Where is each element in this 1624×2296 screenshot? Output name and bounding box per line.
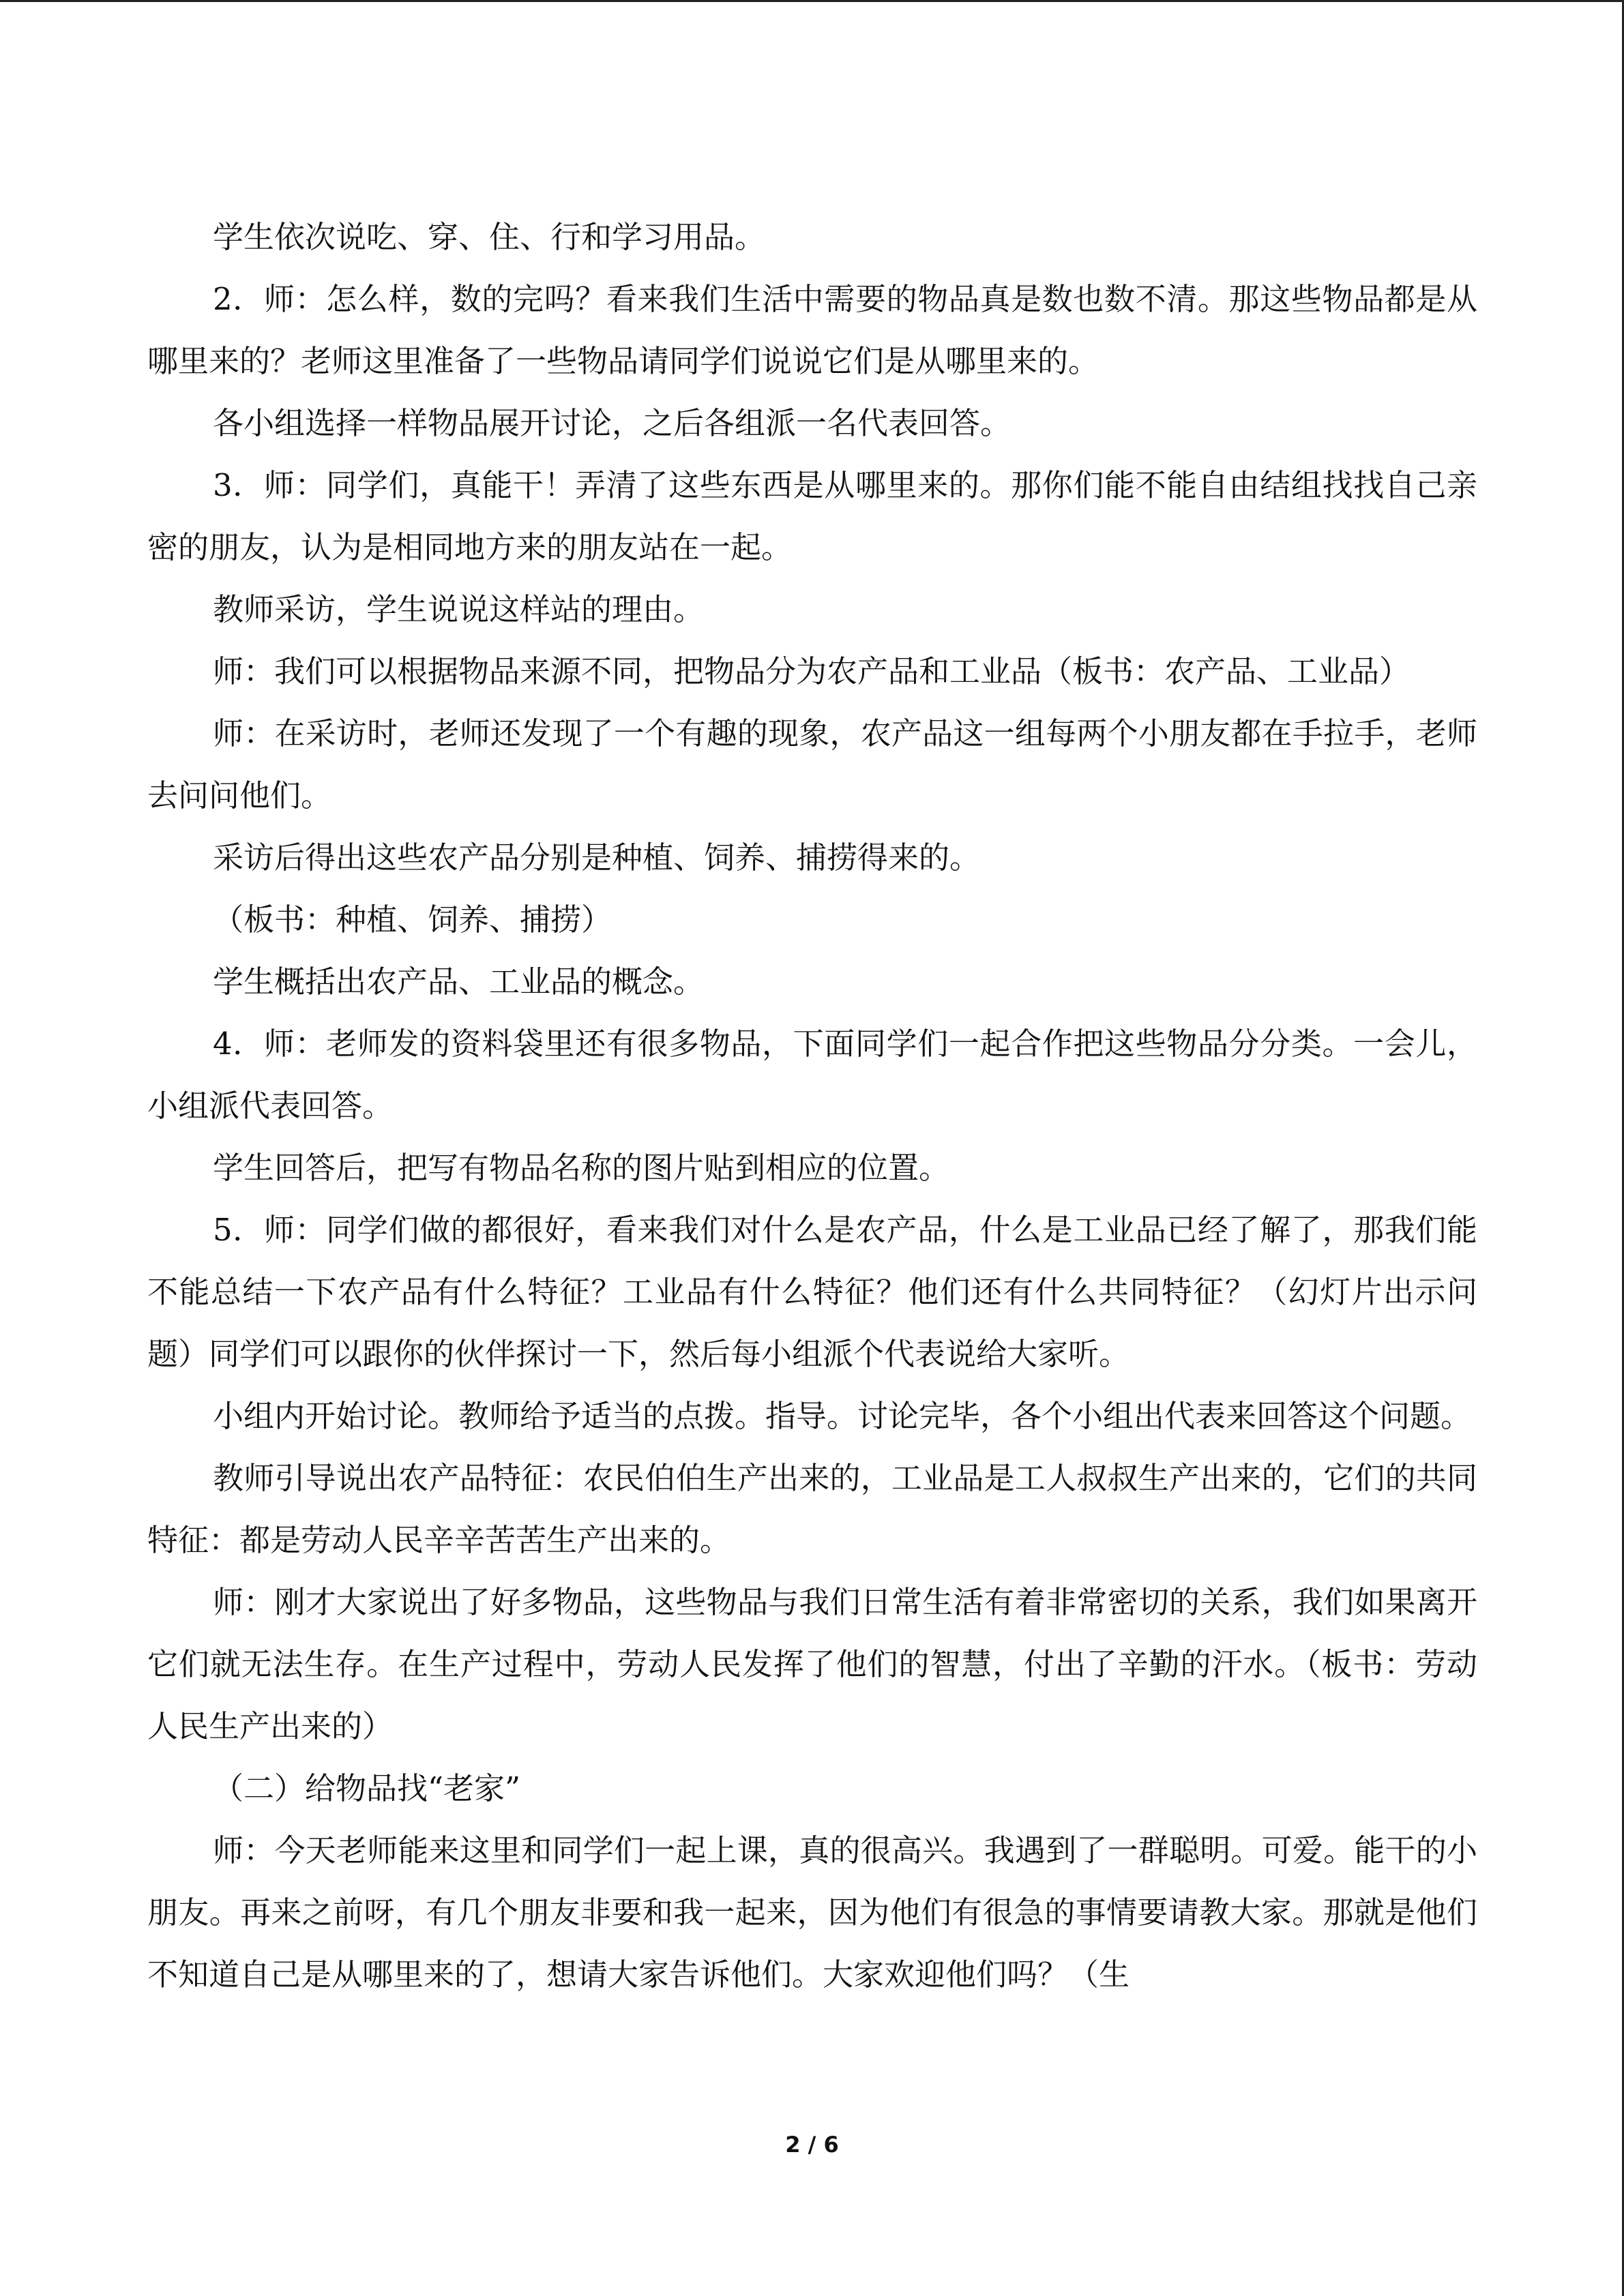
paragraph-10: 学生概括出农产品、工业品的概念。 — [213, 964, 705, 1000]
paragraph-12: 学生回答后，把写有物品名称的图片贴到相应的位置。 — [213, 1150, 950, 1186]
paragraph-2: 2．师：怎么样，数的完吗？看来我们生活中需要的物品真是数也数不清。那这些物品都是从哪里来的？老师这里准备了一些物品请同学们说说它们是从哪里来的。 — [147, 281, 1477, 379]
paragraph-13: 5．师：同学们做的都很好，看来我们对什么是农产品，什么是工业品已经了解了，那我们能不能总结一下农产品有什么特征？工业品有什么特征？他们还有什么共同特征？（幻灯片出示问题）同学们可以跟你的伙伴探讨一下，然后每小组派个代表说给大家听。 — [147, 1212, 1477, 1372]
paragraph-4: 3．师：同学们，真能干！弄清了这些东西是从哪里来的。那你们能不能自由结组找找自己亲密的朋友，认为是相同地方来的朋友站在一起。 — [147, 467, 1477, 565]
paragraph-3: 各小组选择一样物品展开讨论，之后各组派一名代表回答。 — [213, 405, 1012, 441]
paragraph-14: 小组内开始讨论。教师给予适当的点拨。指导。讨论完毕，各个小组出代表来回答这个问题。 — [213, 1398, 1472, 1434]
paragraph-8: 采访后得出这些农产品分别是种植、饲养、捕捞得来的。 — [213, 839, 981, 876]
document-body — [147, 206, 1477, 2006]
paragraph-7: 师：在采访时，老师还发现了一个有趣的现象，农产品这一组每两个小朋友都在手拉手，老师去问问他们。 — [147, 715, 1477, 814]
paragraph-1: 学生依次说吃、穿、住、行和学习用品。 — [213, 219, 766, 255]
paragraph-15: 教师引导说出农产品特征：农民伯伯生产出来的，工业品是工人叔叔生产出来的，它们的共同特征：都是劳动人民辛辛苦苦生产出来的。 — [147, 1460, 1477, 1558]
paragraph-5: 教师采访，学生说说这样站的理由。 — [213, 591, 705, 627]
paragraph-6: 师：我们可以根据物品来源不同，把物品分为农产品和工业品（板书：农产品、工业品） — [213, 653, 1411, 689]
paragraph-11: 4．师：老师发的资料袋里还有很多物品，下面同学们一起合作把这些物品分分类。一会儿，小组派代表回答。 — [147, 1026, 1477, 1124]
section-heading: （二）给物品找“老家” — [213, 1770, 521, 1806]
paragraph-16: 师：刚才大家说出了好多物品，这些物品与我们日常生活有着非常密切的关系，我们如果离开它们就无法生存。在生产过程中，劳动人民发挥了他们的智慧，付出了辛勤的汗水。（板书：劳动人民生产出来的） — [147, 1584, 1477, 1744]
paragraph-18: 师：今天老师能来这里和同学们一起上课，真的很高兴。我遇到了一群聪明。可爱。能干的小朋友。再来之前呀，有几个朋友非要和我一起来，因为他们有很急的事情要请教大家。那就是他们不知道自己是从哪里来的了，想请大家告诉他们。大家欢迎他们吗？（生 — [147, 1832, 1477, 1993]
paragraph-9: （板书：种植、饲养、捕捞） — [213, 901, 612, 938]
page-number: 2 / 6 — [785, 2132, 839, 2158]
